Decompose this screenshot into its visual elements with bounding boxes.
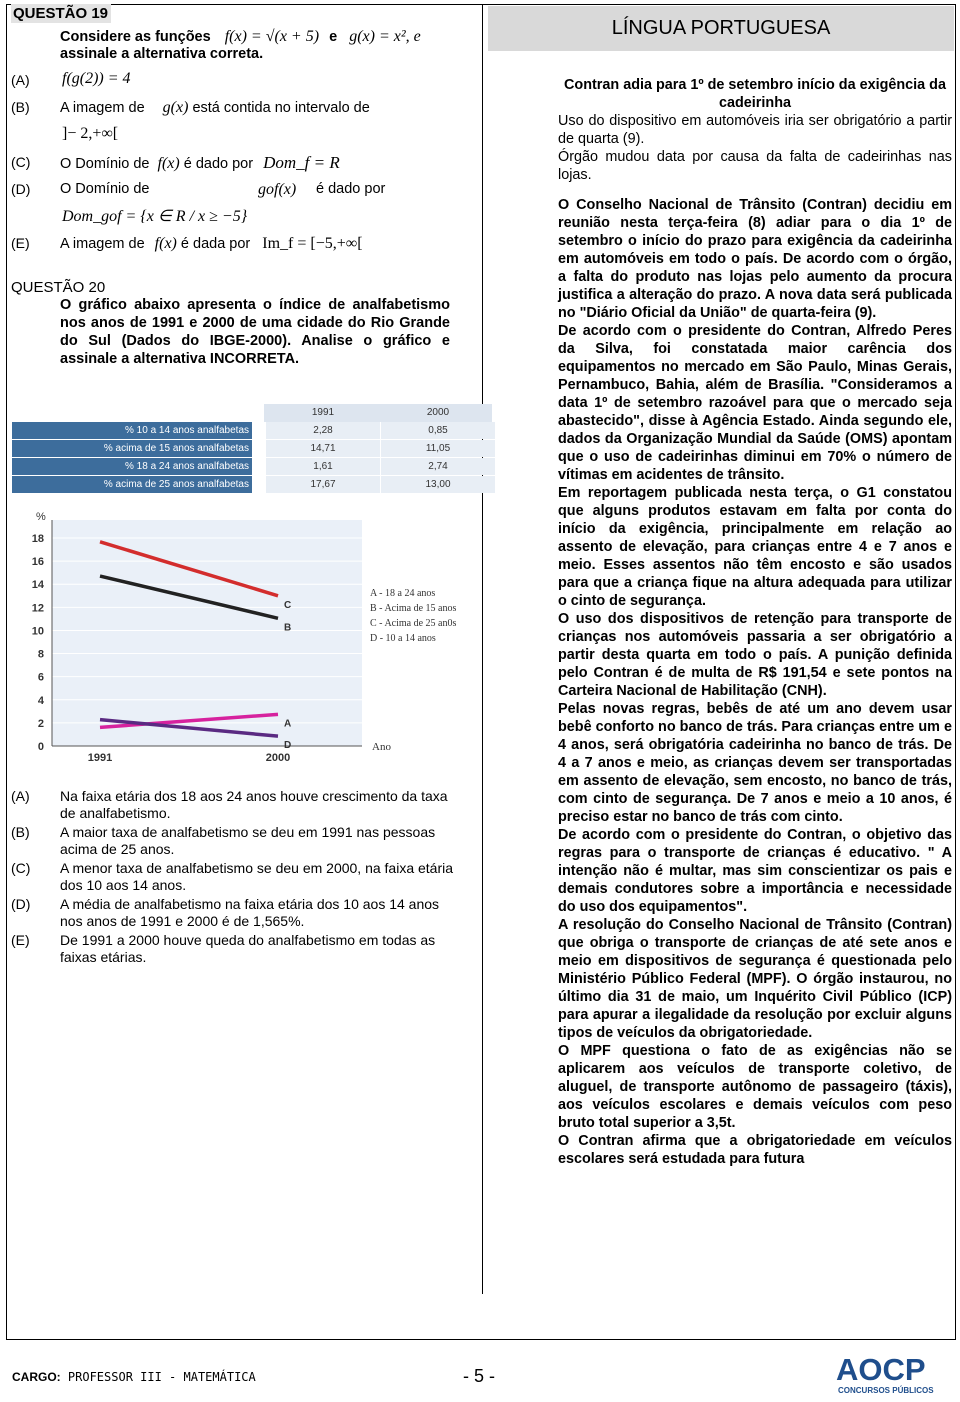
q19-option-letter: (E)	[11, 235, 30, 251]
q19-option-c: O Domínio de f(x) é dado por Dom_f = R	[60, 153, 340, 172]
q20-statement: O gráfico abaixo apresenta o índice de analfabetismo nos anos de 1991 e 2000 de uma cidade do Rio Grande do Sul (Dados do IBGE-2000). Analise o gráfico e assinale a alternativa INCORRETA.	[60, 297, 450, 367]
y-tick-label: 10	[31, 625, 44, 638]
article-subtitle-1: Uso do dispositivo em automóveis iria ser obrigatório a partir de quarta (9).	[558, 113, 952, 147]
page-number: - 5 -	[463, 1366, 496, 1386]
y-tick-label: 8	[37, 648, 44, 661]
article-paragraph: Em reportagem publicada nesta terça, o G1 constatou que alguns produtos estavam em falta por conta do início da exigência, principalmente em relação ao assento de elevação, para crianças entre 4 e 7 anos e meio. Esses assentos não têm encosto e são usados para que a criança fique na altura adequada para utilizar o cinto de segurança.	[558, 485, 952, 609]
column-divider	[482, 4, 483, 1294]
aocp-logo	[832, 1350, 952, 1396]
q19-intro2: assinale a alternativa correta.	[60, 46, 264, 62]
article-subtitle-2: Órgão mudou data por causa da falta de cadeirinhas nas lojas.	[558, 149, 952, 183]
y-axis-label: %	[36, 511, 46, 523]
article-paragraph: O MPF questiona o fato de as exigências não se aplicarem aos veículos de transporte coletivo, de aluguel, de transporte autônomo de passageiro (táxis), aos veículos escolares e demais veículos com peso bruto total superior a 3,5t.	[558, 1043, 952, 1131]
x-tick-label: 2000	[265, 752, 291, 764]
legend-item: D - 10 a 14 anos	[370, 633, 436, 644]
y-tick-label: 0	[37, 741, 44, 753]
q19-intro: Considere as funções f(x) = √(x + 5) e g(x) = x², e	[60, 28, 421, 45]
legend-item: C - Acima de 25 an0s	[370, 618, 457, 629]
article-title: Contran adia para 1º de setembro início da exigência da cadeirinha	[564, 77, 946, 111]
series-label-D: D	[284, 740, 292, 752]
table-col-1991: 1991	[311, 407, 335, 418]
svg-text:AOCP: AOCP	[836, 1352, 926, 1387]
data-table	[12, 404, 480, 494]
x-tick-label: 1991	[87, 752, 113, 764]
q19-option-letter: (C)	[11, 154, 31, 170]
q19-option-letter: (B)	[11, 99, 30, 115]
q20-heading: QUESTÃO 20	[11, 279, 106, 296]
legend-item: A - 18 a 24 anos	[370, 588, 436, 599]
legend-item: B - Acima de 15 anos	[370, 603, 457, 614]
series-label-A: A	[284, 718, 292, 730]
y-tick-label: 2	[37, 717, 44, 730]
q20-option: (B) A maior taxa de analfabetismo se deu em 1991 nas pessoas acima de 25 anos.	[11, 824, 436, 857]
q19-option-d: O Domínio de gof(x) é dado por	[60, 181, 386, 198]
x-axis-label: Ano	[372, 741, 391, 753]
q19-heading: QUESTÃO 19	[11, 4, 111, 23]
footer-cargo: CARGO: PROFESSOR III - MATEMÁTICA	[12, 1370, 256, 1384]
q20-option: (A) Na faixa etária dos 18 aos 24 anos houve crescimento da taxa de analfabetismo.	[11, 788, 448, 821]
q19-option-d-domain: Dom_gof = {x ∈ R / x ≥ −5}	[62, 208, 248, 225]
svg-text:CONCURSOS PÚBLICOS: CONCURSOS PÚBLICOS	[838, 1386, 934, 1395]
y-tick-label: 4	[37, 694, 44, 707]
article-paragraph: Pelas novas regras, bebês de até um ano devem usar bebê conforto no banco de trás. Para crianças entre um e 4 anos, será obrigatória cadeirinha no banco de trás. De 4 a 7 anos e meio, as crianças devem ser transportadas em assento de elevação, sem encosto, no banco de trás, com cinto de segurança. De 7 anos e meio a 10 anos, é preciso estar no banco de trás com cinto.	[558, 701, 952, 825]
table-row: % 10 a 14 anos analfabetas 2,28 0,85	[12, 422, 492, 440]
q20-option: (D) A média de analfabetismo na faixa etária dos 10 aos 14 anos nos anos de 1991 e 2000 é de 1,565%.	[11, 896, 440, 929]
q20-option: (C) A menor taxa de analfabetismo se deu em 2000, na faixa etária dos 10 aos 14 anos.	[11, 860, 454, 893]
article-paragraph: De acordo com o presidente do Contran, o objetivo das regras para o transporte de crianças é educativo. " A intenção não é multar, mas sim conscientizar os pais e demais condutores sobre a importância e necessidade do uso dos equipamentos".	[558, 827, 952, 915]
chart-plot-bg	[52, 520, 362, 746]
article-paragraph: O uso dos dispositivos de retenção para transporte de crianças nos automóveis passaria a ser obrigatório a partir desta quarta em todo o país. A punição definida pelo Contran é de multa de R$ 191,54 e sete pontos na Carteira Nacional de Habilitação (CNH).	[558, 611, 952, 699]
article-paragraph: O Conselho Nacional de Trânsito (Contran) decidiu em reunião nesta terça-feira (8) adiar para o dia 1º de setembro o início do prazo para exigência da cadeirinha em automóveis em todo o país. De acordo com o órgão, a falta do produto nas lojas pelo aumento da procura justifica a alteração do prazo. A nova data será publicada no "Diário Oficial da União" de quarta-feira (9).	[558, 197, 952, 321]
article-paragraph: O Contran afirma que a obrigatoriedade em veículos escolares será estudada para futura	[558, 1133, 952, 1167]
q19-option-a: f(g(2)) = 4	[62, 70, 131, 87]
q19-option-b-interval: ]− 2,+∞[	[62, 125, 119, 142]
article-paragraph: A resolução do Conselho Nacional de Trânsito (Contran) que obriga o transporte de crianças de até sete anos e meio em dispositivos de segurança é questionada pelo Ministério Público Federal (MPF). O órgão instaurou, no último dia 31 de maio, um Inquérito Civil Público (ICP) para apurar a ilegalidade da resolução por excluir alguns tipos de veículos da obrigatoriedade.	[558, 917, 952, 1041]
series-label-C: C	[284, 599, 292, 611]
y-tick-label: 6	[37, 671, 44, 684]
line-chart	[12, 510, 482, 770]
q19-option-b: A imagem de g(x) está contida no intervalo de	[60, 99, 370, 116]
q20-option: (E) De 1991 a 2000 houve queda do analfabetismo em todas as faixas etárias.	[11, 932, 436, 965]
q19-option-letter: (A)	[11, 72, 30, 88]
section-heading: LÍNGUA PORTUGUESA	[488, 6, 954, 51]
q19-f-def: f(x) = √(x + 5)	[224, 28, 320, 45]
q19-option-letter: (D)	[11, 181, 31, 197]
table-row: % acima de 15 anos analfabetas 14,71 11,05	[12, 440, 492, 458]
article	[558, 76, 952, 1168]
table-col-2000: 2000	[426, 407, 450, 418]
q19-option-e: A imagem de f(x) é dada por Im_f = [−5,+∞[	[60, 235, 363, 252]
y-tick-label: 18	[31, 533, 44, 545]
y-tick-label: 14	[31, 579, 44, 592]
y-tick-label: 16	[31, 556, 44, 569]
q19-g-def: g(x) = x², e	[349, 28, 421, 45]
table-row: % acima de 25 anos analfabetas 17,67 13,00	[12, 476, 492, 494]
table-row: % 18 a 24 anos analfabetas 1,61 2,74	[12, 458, 492, 476]
y-tick-label: 12	[31, 602, 44, 615]
series-label-B: B	[284, 622, 292, 634]
article-paragraph: De acordo com o presidente do Contran, Alfredo Peres da Silva, foi constatada maior carência dos equipamentos no mercado em São Paulo, Minas Gerais, Pernambuco, Bahia, além de Brasília. "Consideramos a data 1º de setembro razoável para que o mercado seja abastecido", disse à Agência Estado. Ainda segundo ele, dados da Organização Mundial da Saúde (OMS) apontam que o uso de cadeirinhas diminui em 70% o número de vítimas em acidentes de trânsito.	[558, 323, 952, 483]
